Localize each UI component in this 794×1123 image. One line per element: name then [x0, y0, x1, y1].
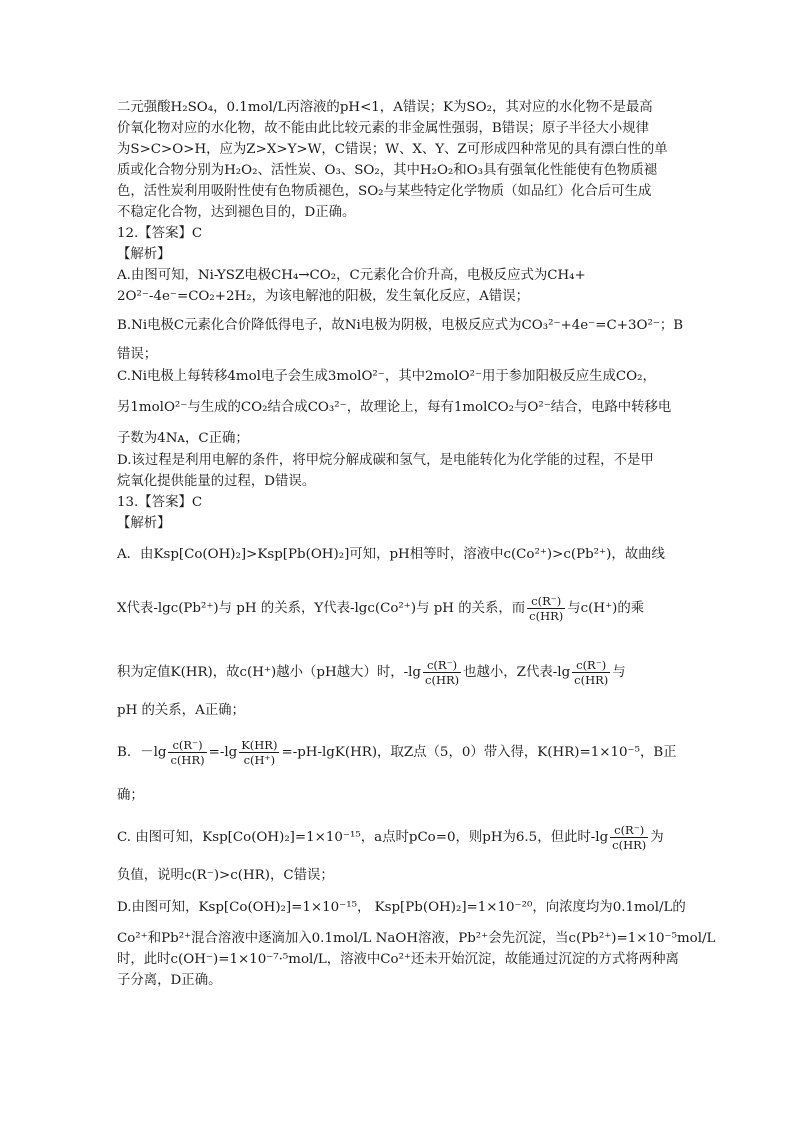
q12-option-c-cont2: 子数为4Nᴀ，C正确；: [117, 431, 249, 446]
text-segment: 为: [650, 830, 664, 845]
text-segment: C. 由图可知，Ksp[Co(OH)₂]=1×10⁻¹⁵，a点时pCo=0，则pH为6.5，但此时-lg: [117, 830, 609, 845]
q13-option-d-cont2: 时，此时c(OH⁻)=1×10⁻⁷·⁵mol/L，溶液中Co²⁺还未开始沉淀，故能通过沉淀的方式将两种离: [117, 952, 679, 967]
q12-option-c: C.Ni电极上每转移4mol电子会生成3molO²⁻，其中2molO²⁻用于参加阳极反应生成CO₂，: [117, 369, 656, 384]
q13-option-a: A．由Ksp[Co(OH)₂]>Ksp[Pb(OH)₂]可知，pH相等时，溶液中c(Co²⁺)>c(Pb²⁺)，故曲线: [117, 547, 665, 562]
fraction-numerator: K(HR): [241, 738, 278, 752]
question-12-answer: 12.【答案】C: [117, 226, 203, 241]
fraction-denominator: c(HR): [425, 673, 460, 687]
text-segment: 与c(H⁺)的乘: [567, 601, 645, 616]
q13-option-c-cont: 负值，说明c(R⁻)>c(HR)，C错误；: [117, 868, 334, 883]
q12-option-b: B.Ni电极C元素化合价降低得电子，故Ni电极为阴极，电极反应式为CO₃²⁻+4e⁻=C+3O²⁻；B: [117, 318, 684, 333]
q13-option-d-cont: Co²⁺和Pb²⁺混合溶液中逐滴加入0.1mol/L NaOH溶液，Pb²⁺会先沉淀，当c(Pb²⁺)=1×10⁻⁵mol/L: [117, 931, 716, 946]
text-segment: 积为定值K(HR)，故c(H⁺)越小（pH越大）时，-lg: [117, 665, 422, 680]
fraction-numerator: c(R⁻): [576, 658, 607, 672]
text-segment: =-lg: [208, 745, 238, 760]
q12-option-b-cont: 错误；: [117, 347, 158, 362]
text-line: 质或化合物分别为H₂O₂、活性炭、O₃、SO₂，其中H₂O₂和O₃具有强氧化性能使有色物质褪: [117, 163, 658, 178]
q13-option-b: [117, 738, 677, 767]
q12-option-d: D.该过程是利用电解的条件，将甲烷分解成碳和氢气，是电能转化为化学能的过程，不是甲: [117, 453, 654, 468]
q12-option-c-cont: 另1molO²⁻与生成的CO₂结合成CO₃²⁻，故理论上，每有1molCO₂与O²⁻结合，电路中转移电: [117, 400, 672, 415]
question-13-analysis-heading: 【解析】: [117, 516, 171, 531]
text-segment: B．－lg: [117, 745, 167, 760]
q12-option-a-cont: 2O²⁻-4e⁻=CO₂+2H₂，为该电解池的阳极，发生氧化反应，A错误；: [117, 289, 530, 304]
text-segment: 也越小，Z代表-lg: [463, 665, 571, 680]
text-line: 不稳定化合物，达到褪色目的，D正确。: [117, 205, 356, 220]
fraction-r-over-hr: [168, 738, 206, 767]
fraction-r-over-hr: [572, 658, 610, 687]
q13-option-d-cont3: 子分离，D正确。: [117, 973, 222, 988]
fraction-numerator: c(R⁻): [426, 658, 458, 672]
text-line: 二元强酸H₂SO₄，0.1mol/L丙溶液的pH<1，A错误；K为SO₂，其对应的水化物不是最高: [117, 100, 653, 115]
question-13-answer: 13.【答案】C: [117, 495, 203, 510]
q12-option-d-cont: 烷氧化提供能量的过程，D错误。: [117, 474, 316, 489]
fraction-denominator: c(H⁺): [239, 752, 279, 767]
question-12-analysis-heading: 【解析】: [117, 247, 171, 262]
text-line: 价氧化物对应的水化物，故不能由此比较元素的非金属性强弱，B错误；原子半径大小规律: [117, 121, 650, 136]
q13-option-a-line3: [117, 658, 626, 687]
q13-option-a-line4: pH 的关系，A正确；: [117, 703, 245, 718]
q13-option-a-line2: [117, 594, 644, 623]
q13-option-c: [117, 823, 664, 852]
fraction-r-over-hr: [423, 658, 461, 687]
fraction-k-over-h: [239, 738, 279, 767]
q12-option-a: A.由图可知，Ni-YSZ电极CH₄→CO₂，C元素化合价升高，电极反应式为CH₄+: [117, 268, 586, 283]
fraction-numerator: c(R⁻): [614, 823, 645, 837]
text-line: 色，活性炭利用吸附性使有色物质褪色，SO₂与某些特定化学物质（如品红）化合后可生成: [117, 184, 652, 199]
text-segment: X代表-lgc(Pb²⁺)与 pH 的关系，Y代表-lgc(Co²⁺)与 pH 的关系，而: [117, 601, 526, 616]
fraction-denominator: c(HR): [529, 609, 564, 623]
q13-option-d: D.由图可知，Ksp[Co(OH)₂]=1×10⁻¹⁵， Ksp[Pb(OH)₂]=1×10⁻²⁰，向浓度均为0.1mol/L的: [117, 900, 686, 915]
fraction-r-over-hr: [527, 594, 565, 623]
fraction-numerator: c(R⁻): [531, 594, 562, 608]
text-line: 为S>C>O>H，应为Z>X>Y>W，C错误；W、X、Y、Z可形成四种常见的具有漂白性的单: [117, 142, 668, 157]
text-segment: 与: [612, 665, 626, 680]
fraction-denominator: c(HR): [170, 753, 205, 767]
q13-option-b-cont: 确；: [117, 788, 144, 803]
fraction-denominator: c(HR): [612, 838, 647, 852]
text-segment: =-pH-lgK(HR)，取Z点（5，0）带入得，K(HR)=1×10⁻⁵，B正: [281, 745, 677, 760]
fraction-numerator: c(R⁻): [172, 738, 203, 752]
fraction-r-over-hr: [610, 823, 648, 852]
fraction-denominator: c(HR): [574, 673, 609, 687]
